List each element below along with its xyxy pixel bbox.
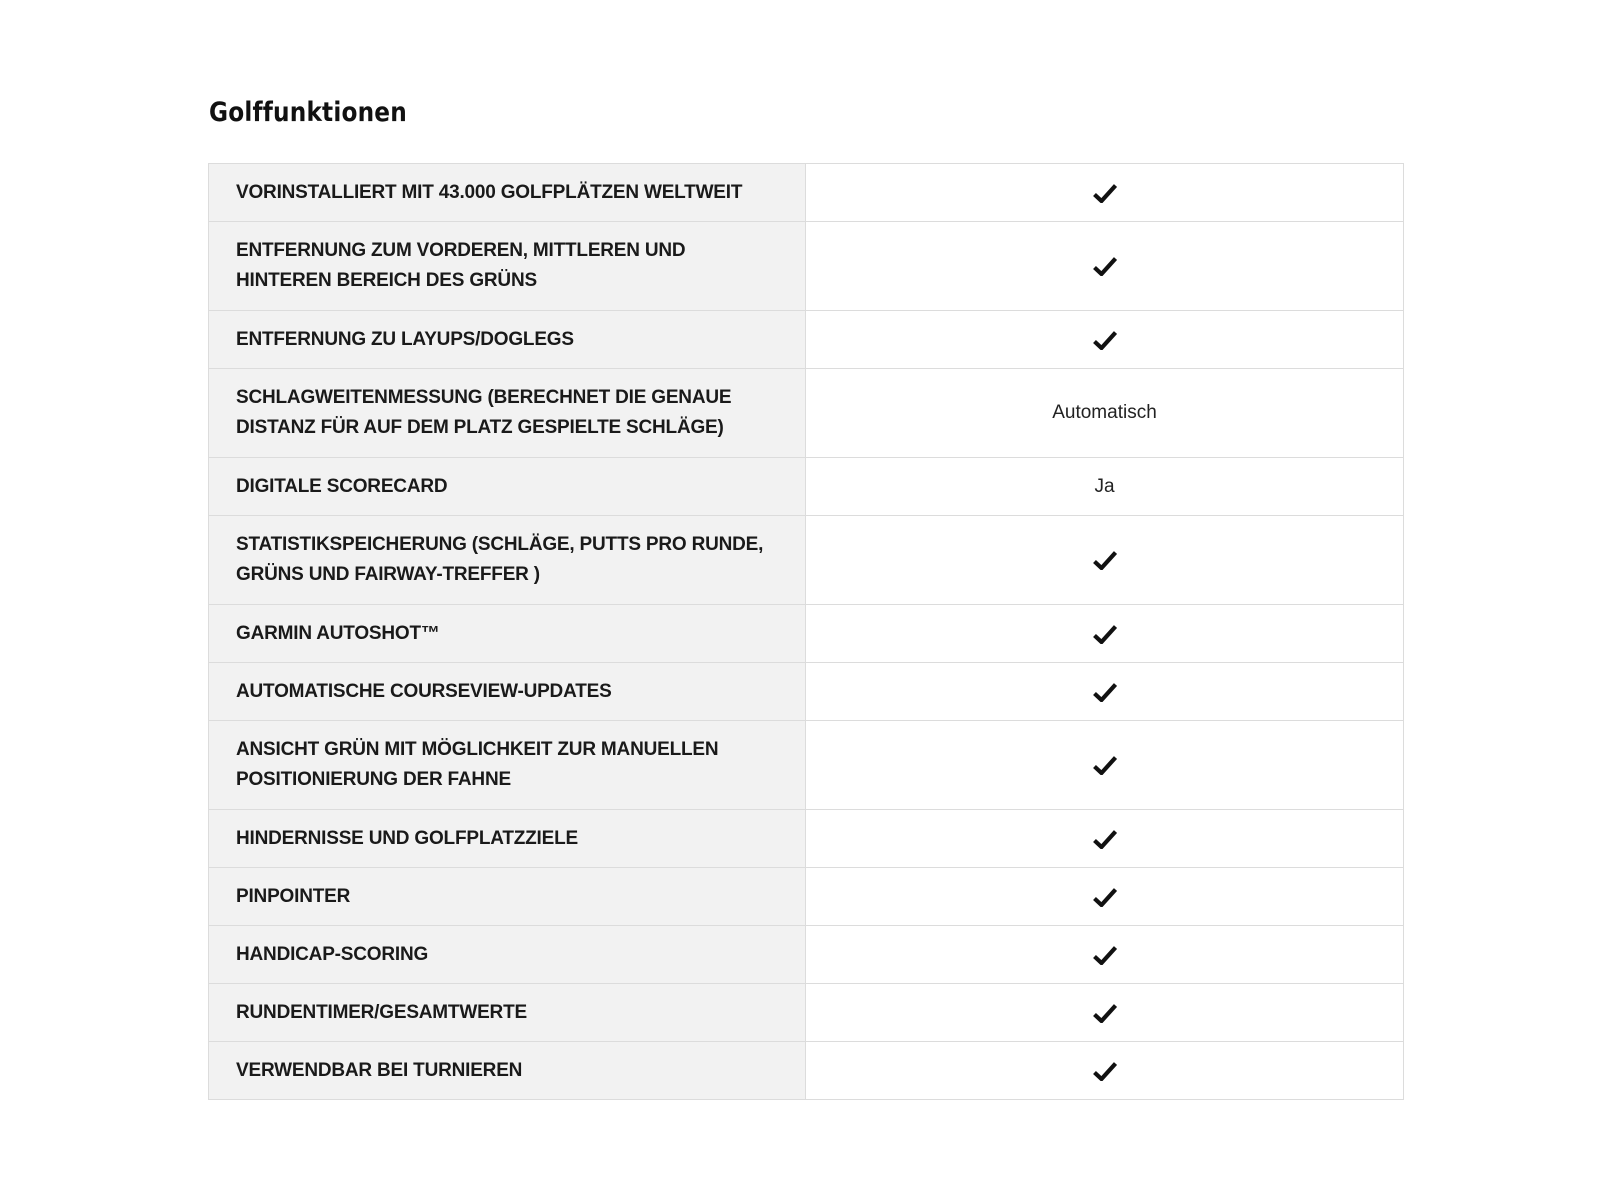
feature-label-cell [209,663,806,721]
table-row [209,605,1404,663]
checkmark-icon [1093,330,1117,350]
checkmark-icon [1093,755,1117,775]
table-row [209,458,1404,516]
table-row [209,164,1404,222]
feature-value-cell [806,984,1404,1042]
table-row [209,868,1404,926]
feature-value-text: Automatisch [1052,402,1157,423]
feature-label-cell [209,222,806,311]
feature-value-cell [806,222,1404,311]
table-row [209,516,1404,605]
table-row [209,926,1404,984]
feature-label: GARMIN AUTOSHOT™ [236,622,440,644]
feature-value-cell [806,810,1404,868]
feature-value-cell [806,1042,1404,1100]
feature-label-cell [209,984,806,1042]
feature-label: VERWENDBAR BEI TURNIEREN [236,1059,523,1081]
checkmark-icon [1093,945,1117,965]
feature-label: VORINSTALLIERT MIT 43.000 GOLFPLÄTZEN WELTWEIT [236,181,743,203]
feature-label: AUTOMATISCHE COURSEVIEW-UPDATES [236,680,612,702]
table-row [209,311,1404,369]
feature-label: STATISTIKSPEICHERUNG (SCHLÄGE, PUTTS PRO RUNDE, GRÜNS UND FAIRWAY-TREFFER ) [236,534,764,585]
checkmark-icon [1093,183,1117,203]
table-row [209,984,1404,1042]
feature-label: ENTFERNUNG ZU LAYUPS/DOGLEGS [236,328,574,350]
feature-label-cell [209,605,806,663]
feature-value-cell [806,369,1404,458]
feature-label-cell [209,926,806,984]
checkmark-icon [1093,829,1117,849]
feature-label: DIGITALE SCORECARD [236,475,448,497]
feature-label: ENTFERNUNG ZUM VORDEREN, MITTLEREN UND HINTEREN BEREICH DES GRÜNS [236,240,686,291]
table-row [209,663,1404,721]
table-row [209,721,1404,810]
checkmark-icon [1093,887,1117,907]
feature-value-text: Ja [1094,475,1115,497]
checkmark-icon [1093,256,1117,276]
feature-value-cell [806,311,1404,369]
feature-label-cell [209,164,806,222]
checkmark-icon [1093,682,1117,702]
feature-label-cell [209,516,806,605]
feature-value-cell [806,868,1404,926]
feature-label: SCHLAGWEITENMESSUNG (BERECHNET DIE GENAUE DISTANZ FÜR AUF DEM PLATZ GESPIELTE SCHLÄGE) [236,387,732,438]
feature-value-cell [806,516,1404,605]
table-row [209,222,1404,311]
feature-label-cell [209,868,806,926]
feature-label: ANSICHT GRÜN MIT MÖGLICHKEIT ZUR MANUELLEN POSITIONIERUNG DER FAHNE [236,739,719,790]
checkmark-icon [1093,550,1117,570]
feature-label-cell [209,1042,806,1100]
section-title: Golffunktionen [209,97,407,128]
feature-label-cell [209,369,806,458]
feature-value-cell [806,458,1404,516]
feature-label-cell [209,458,806,516]
feature-label: HANDICAP-SCORING [236,943,429,965]
checkmark-icon [1093,1003,1117,1023]
feature-value-cell [806,164,1404,222]
checkmark-icon [1093,1061,1117,1081]
table-row [209,1042,1404,1100]
feature-value-cell [806,721,1404,810]
golf-features-table [208,163,1404,1100]
feature-value-cell [806,926,1404,984]
feature-value-cell [806,605,1404,663]
feature-label-cell [209,721,806,810]
feature-label: PINPOINTER [236,885,351,907]
table-row [209,810,1404,868]
table-row [209,369,1404,458]
feature-value-cell [806,663,1404,721]
feature-label: RUNDENTIMER/GESAMTWERTE [236,1001,527,1023]
feature-label-cell [209,810,806,868]
checkmark-icon [1093,624,1117,644]
feature-label-cell [209,311,806,369]
feature-label: HINDERNISSE UND GOLFPLATZZIELE [236,827,578,849]
